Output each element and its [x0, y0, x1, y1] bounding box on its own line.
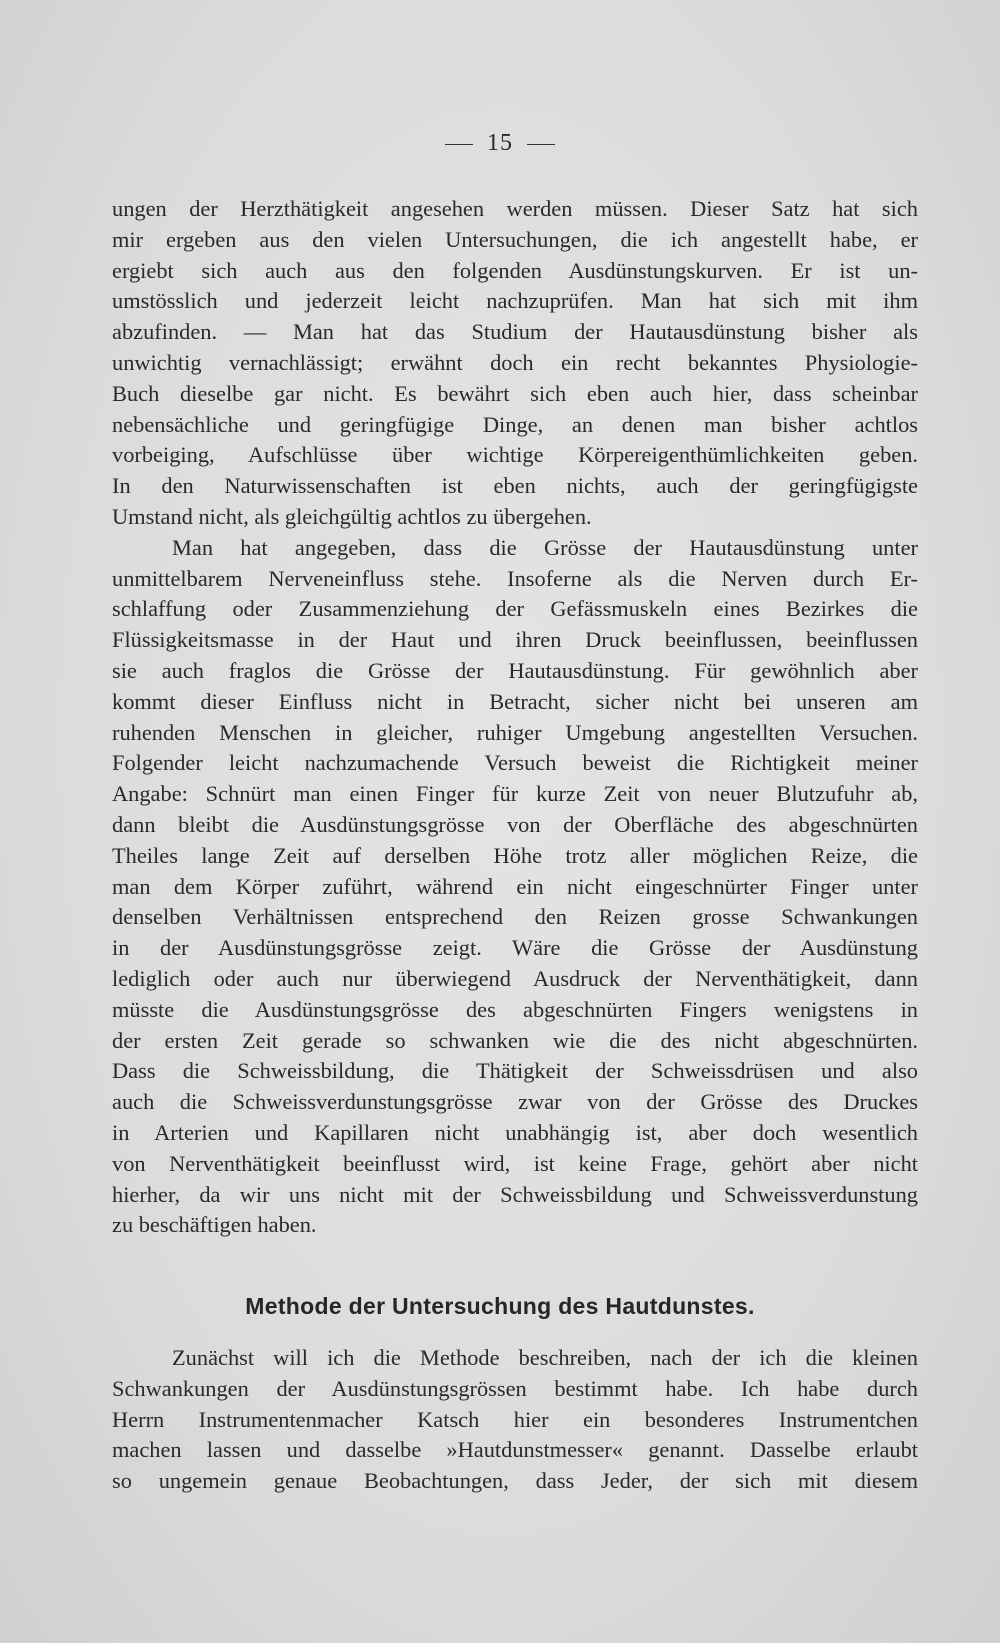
body-text-lower	[112, 1343, 918, 1497]
text-line: ergiebt sich auch aus den folgenden Ausdünstungskurven. Er ist un-	[112, 257, 918, 283]
text-line: müsste die Ausdünstungsgrösse des abgeschnürten Fingers wenigstens in	[112, 996, 918, 1022]
text-line: sie auch fraglos die Grösse der Hautausdünstung. Für gewöhnlich aber	[112, 657, 918, 683]
text-line: in der Ausdünstungsgrösse zeigt. Wäre die Grösse der Ausdünstung	[112, 935, 918, 961]
text-line: so ungemein genaue Beobachtungen, dass Jeder, der sich mit diesem	[112, 1468, 918, 1494]
text-line: kommt dieser Einfluss nicht in Betracht, sicher nicht bei unseren am	[112, 688, 918, 714]
text-line: in Arterien und Kapillaren nicht unabhängig ist, aber doch wesentlich	[112, 1119, 918, 1145]
text-line: Theiles lange Zeit auf derselben Höhe trotz aller möglichen Reize, die	[112, 842, 918, 868]
text-line: Dass die Schweissbildung, die Thätigkeit der Schweissdrüsen und also	[112, 1058, 918, 1084]
text-line: mir ergeben aus den vielen Untersuchungen, die ich angestellt habe, er	[112, 226, 918, 252]
text-line: schlaffung oder Zusammenziehung der Gefässmuskeln eines Bezirkes die	[112, 596, 918, 622]
text-line: Umstand nicht, als gleichgültig achtlos zu übergehen.	[112, 503, 592, 529]
text-line: von Nerventhätigkeit beeinflusst wird, ist keine Frage, gehört aber nicht	[112, 1150, 918, 1176]
text-line: man dem Körper zuführt, während ein nicht eingeschnürter Finger unter	[112, 873, 918, 899]
text-line: In den Naturwissenschaften ist eben nichts, auch der geringfügigste	[112, 473, 918, 499]
text-line: hierher, da wir uns nicht mit der Schweissbildung und Schweissverdunstung	[112, 1181, 918, 1207]
text-line: vorbeiging, Aufschlüsse über wichtige Körpereigenthümlichkeiten geben.	[112, 442, 918, 468]
text-line: der ersten Zeit gerade so schwanken wie die des nicht abgeschnürten.	[112, 1027, 918, 1053]
right-dash	[527, 144, 555, 145]
text-line: Schwankungen der Ausdünstungsgrössen bestimmt habe. Ich habe durch	[112, 1375, 918, 1401]
text-line: Buch dieselbe gar nicht. Es bewährt sich eben auch hier, dass scheinbar	[112, 380, 918, 406]
section-heading: Methode der Untersuchung des Hautdunstes.	[245, 1293, 755, 1319]
text-line: ungen der Herzthätigkeit angesehen werden müssen. Dieser Satz hat sich	[112, 196, 918, 221]
text-line: Folgender leicht nachzumachende Versuch beweist die Richtigkeit meiner	[112, 750, 918, 776]
text-line: machen lassen und dasselbe »Hautdunstmesser« genannt. Dasselbe erlaubt	[112, 1437, 918, 1463]
text-line: zu beschäftigen haben.	[112, 1212, 317, 1238]
text-line: Herrn Instrumentenmacher Katsch hier ein besonderes Instrumentchen	[112, 1406, 918, 1432]
text-line: lediglich oder auch nur überwiegend Ausdruck der Nerventhätigkeit, dann	[112, 965, 918, 991]
text-line: nebensächliche und geringfügige Dinge, an denen man bisher achtlos	[112, 411, 918, 437]
text-line: Angabe: Schnürt man einen Finger für kurze Zeit von neuer Blutzufuhr ab,	[112, 781, 918, 807]
text-line: Flüssigkeitsmasse in der Haut und ihren Druck beeinflussen, beeinflussen	[112, 627, 918, 653]
text-line: auch die Schweissverdunstungsgrösse zwar von der Grösse des Druckes	[112, 1089, 918, 1115]
text-line: umstösslich und jederzeit leicht nachzuprüfen. Man hat sich mit ihm	[112, 288, 918, 314]
text-line: ruhenden Menschen in gleicher, ruhiger Umgebung angestellten Versuchen.	[112, 719, 918, 745]
text-line: unmittelbarem Nerveneinfluss stehe. Insoferne als die Nerven durch Er-	[112, 565, 918, 591]
text-line: abzufinden. — Man hat das Studium der Hautausdünstung bisher als	[112, 319, 918, 345]
left-dash	[445, 144, 473, 145]
body-text-upper	[112, 194, 918, 1241]
page-number-value: 15	[487, 130, 513, 156]
text-line: Zunächst will ich die Methode beschreiben, nach der ich die kleinen	[172, 1345, 918, 1370]
text-line: dann bleibt die Ausdünstungsgrösse von der Oberfläche des abgeschnürten	[112, 811, 918, 837]
page-number	[0, 130, 1000, 157]
text-line: denselben Verhältnissen entsprechend den Reizen grosse Schwankungen	[112, 904, 918, 930]
text-line: unwichtig vernachlässigt; erwähnt doch ein recht bekanntes Physiologie-	[112, 349, 918, 375]
text-line: Man hat angegeben, dass die Grösse der Hautausdünstung unter	[172, 534, 918, 560]
